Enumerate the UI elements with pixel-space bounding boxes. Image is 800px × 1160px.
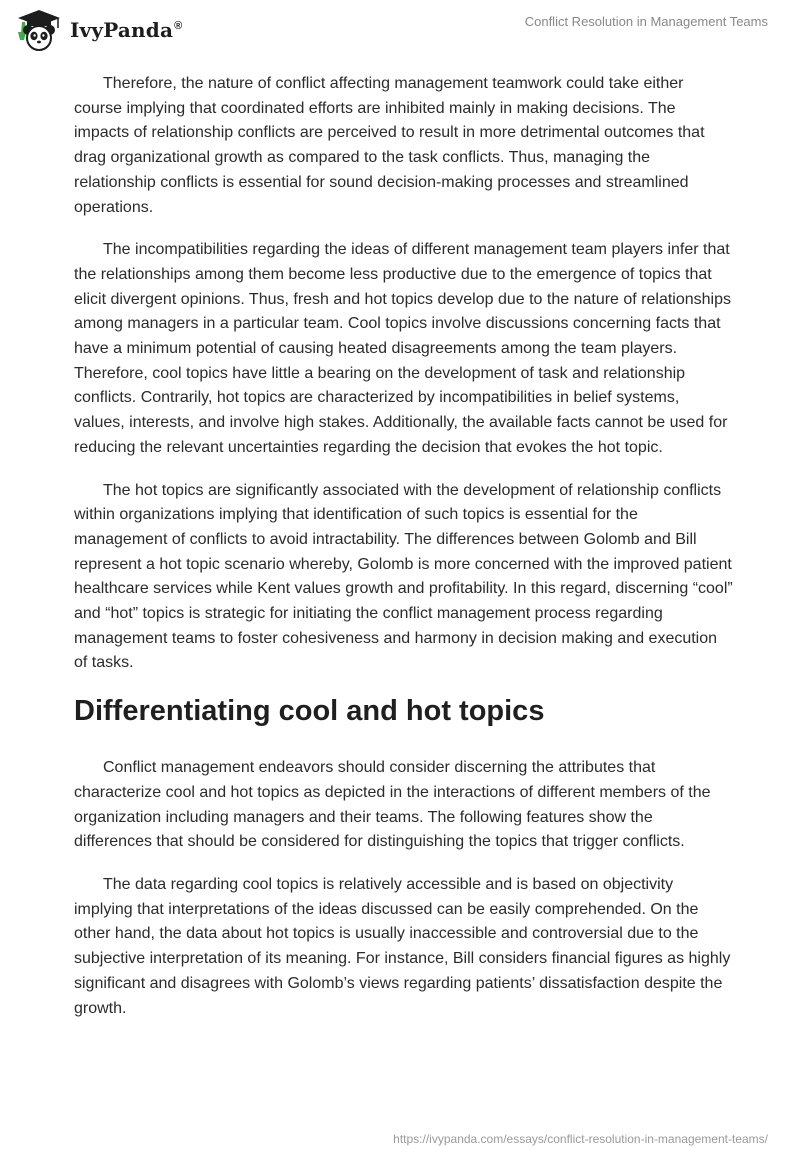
essay-body [74,72,734,1039]
paragraph-hot-topics: The hot topics are significantly associated with the development of relationship conflicts within organizations implying that identification of such topics is essential for the management of conflicts to avoid intractability. The differences between Golomb and Bill represent a hot topic scenario whereby, Golomb is more concerned with the improved patient healthcare services while Kent values growth and profitability. In this regard, discerning “cool” and “hot” topics is strategic for initiating the conflict management process regarding management teams to foster cohesiveness and harmony in decision making and execution of tasks. [74,481,733,672]
document-title: Conflict Resolution in Management Teams [524,14,768,29]
panda-graduate-icon [14,8,64,52]
paragraph-conflict-management: Conflict management endeavors should consider discerning the attributes that characterize cool and hot topics as depicted in the interactions of different members of the organization including managers and their teams. The following features show the differences that should be considered for distinguishing the topics that trigger conflicts. [74,759,711,851]
section-heading: Differentiating cool and hot topics [74,695,545,728]
logo-text: IvyPanda® [70,18,183,42]
paragraph-data-regarding-topics: The data regarding cool topics is relatively accessible and is based on objectivity implying that interpretations of the ideas discussed can be easily comprehended. On the other hand, the data about hot topics is usually inaccessible and controversial due to the subjective interpretation of its meaning. For instance, Bill considers financial figures as highly significant and disagrees with Golomb’s views regarding patients’ dissatisfaction despite the growth. [74,875,731,1017]
ivypanda-logo[interactable] [14,8,182,52]
page-header [0,0,800,60]
paragraph-relationship-conflicts: Therefore, the nature of conflict affecting management teamwork could take either course implying that coordinated efforts are inhibited mainly in making decisions. The impacts of relationship conflicts are perceived to result in more detrimental outcomes that drag organizational growth as compared to the task conflicts. Thus, managing the relationship conflicts is essential for sound decision-making processes and streamlined operations. [74,75,705,216]
paragraph-incompatibilities: The incompatibilities regarding the ideas of different management team players infer that the relationships among them become less productive due to the emergence of topics that elicit divergent opinions. Thus, fresh and hot topics develop due to the nature of relationships among managers in a particular team. Cool topics involve discussions concerning facts that have a minimum potential of causing heated disagreements among the team players. Therefore, cool topics have little a bearing on the development of task and relationship conflicts. Contrarily, hot topics are characterized by incompatibilities in belief systems, values, interests, and involve high stakes. Additionally, the available facts cannot be used for reducing the relevant uncertainties regarding the decision that evokes the hot topic. [74,241,732,456]
source-url[interactable]: https://ivypanda.com/essays/conflict-resolution-in-management-teams/ [393,1132,768,1146]
